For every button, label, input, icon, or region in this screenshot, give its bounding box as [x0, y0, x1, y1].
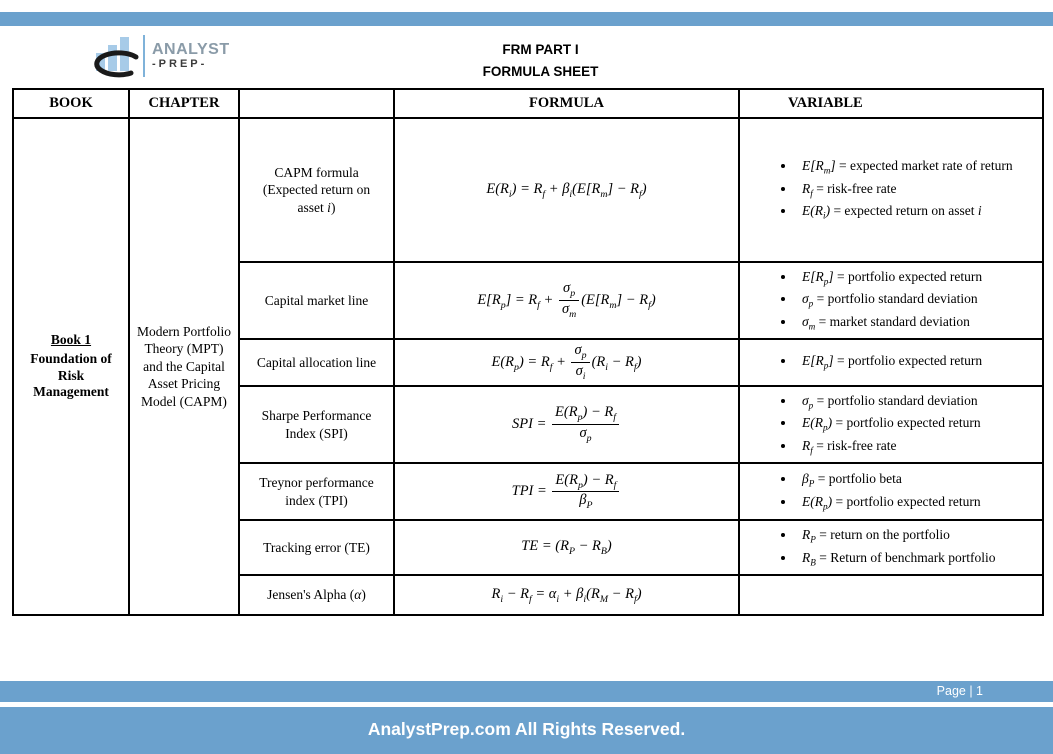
formula-expression: $R_i - R_f = \alpha_i + \beta_i(R_M - R_f)$	[394, 575, 739, 615]
variable-item: • $\beta_P$ = portfolio beta	[796, 469, 1038, 491]
variable-item: • $R_f$ = risk-free rate	[796, 436, 1038, 458]
document-title	[14, 26, 1053, 82]
table-row	[13, 118, 1043, 262]
book-cell	[13, 118, 129, 615]
variable-list-cell	[739, 339, 1043, 385]
formula-expression: SPI = $\frac{E(R_p) - R_f}{\sigma_p}$	[394, 386, 739, 463]
variable-list-cell	[739, 575, 1043, 615]
variable-item: • $E[R_p]$ = portfolio expected return	[796, 267, 1038, 289]
formula-name: Treynor performance index (TPI)	[239, 463, 394, 520]
formula-expression: $E(R_p) = R_f$ + $\frac{\sigma_p}{\sigma_i}$ $(R_i - R_f)$	[394, 339, 739, 385]
variable-item: • $E[R_m]$ = expected market rate of return	[796, 156, 1038, 178]
header-variable: VARIABLE	[739, 89, 1043, 118]
formula-expression: TPI = $\frac{E(R_p) - R_f}{\beta_P}$	[394, 463, 739, 520]
variable-item: • $\sigma_p$ = portfolio standard deviation	[796, 289, 1038, 311]
variable-item: • $E[R_p]$ = portfolio expected return	[796, 351, 1038, 373]
variable-list-cell	[739, 463, 1043, 520]
variable-list-cell	[739, 520, 1043, 575]
variable-item: • $E(R_p)$ = portfolio expected return	[796, 413, 1038, 435]
formula-name: CAPM formula (Expected return on asset i)	[239, 118, 394, 262]
header-chapter: CHAPTER	[129, 89, 239, 118]
variable-item: • $R_B$ = Return of benchmark portfolio	[796, 548, 1038, 570]
book-title: Foundation of Risk Management	[30, 350, 112, 400]
formula-name: Capital allocation line	[239, 339, 394, 385]
variable-list-cell	[739, 118, 1043, 262]
page-number-strip	[0, 681, 1053, 702]
formula-expression: $E(R_i) = R_f + \beta_i(E[R_m] - R_f)$	[394, 118, 739, 262]
header-book: BOOK	[13, 89, 129, 118]
variable-item: • $E(R_p)$ = portfolio expected return	[796, 492, 1038, 514]
footer-bar	[0, 707, 1053, 754]
header-formula: FORMULA	[394, 89, 739, 118]
variable-item: • $E(R_i)$ = expected return on asset i	[796, 201, 1038, 223]
logo-prep-text: -PREP-	[152, 58, 208, 71]
variable-item: • $\sigma_p$ = portfolio standard deviation	[796, 391, 1038, 413]
title-line-1: FRM PART I	[502, 42, 579, 57]
header-blank	[239, 89, 394, 118]
formula-expression: $E[R_p] = R_f$ + $\frac{\sigma_p}{\sigma_m}$ $(E[R_m] - R_f)$	[394, 262, 739, 339]
copyright-text: AnalystPrep.com All Rights Reserved.	[367, 719, 686, 739]
book-label: Book 1	[50, 331, 92, 347]
title-line-2: FORMULA SHEET	[482, 63, 599, 79]
variable-item: • $\sigma_m$ = market standard deviation	[796, 312, 1038, 334]
page-number: Page | 1	[936, 684, 983, 698]
table-header-row	[13, 89, 1043, 118]
chapter-cell: Modern Portfolio Theory (MPT) and the Capital Asset Pricing Model (CAPM)	[129, 118, 239, 615]
variable-list-cell	[739, 262, 1043, 339]
formula-name: Jensen's Alpha (α)	[239, 575, 394, 615]
formula-name: Capital market line	[239, 262, 394, 339]
formula-expression: TE = $(R_P - R_B)$	[394, 520, 739, 575]
formula-table	[12, 88, 1044, 616]
variable-item: • $R_P$ = return on the portfolio	[796, 525, 1038, 547]
variable-list-cell	[739, 386, 1043, 463]
top-accent-bar	[0, 12, 1053, 26]
formula-name: Tracking error (TE)	[239, 520, 394, 575]
formula-name: Sharpe Performance Index (SPI)	[239, 386, 394, 463]
variable-item: • $R_f$ = risk-free rate	[796, 179, 1038, 201]
page-header	[0, 26, 1053, 88]
logo-analyst-text: ANALYST	[152, 40, 230, 58]
